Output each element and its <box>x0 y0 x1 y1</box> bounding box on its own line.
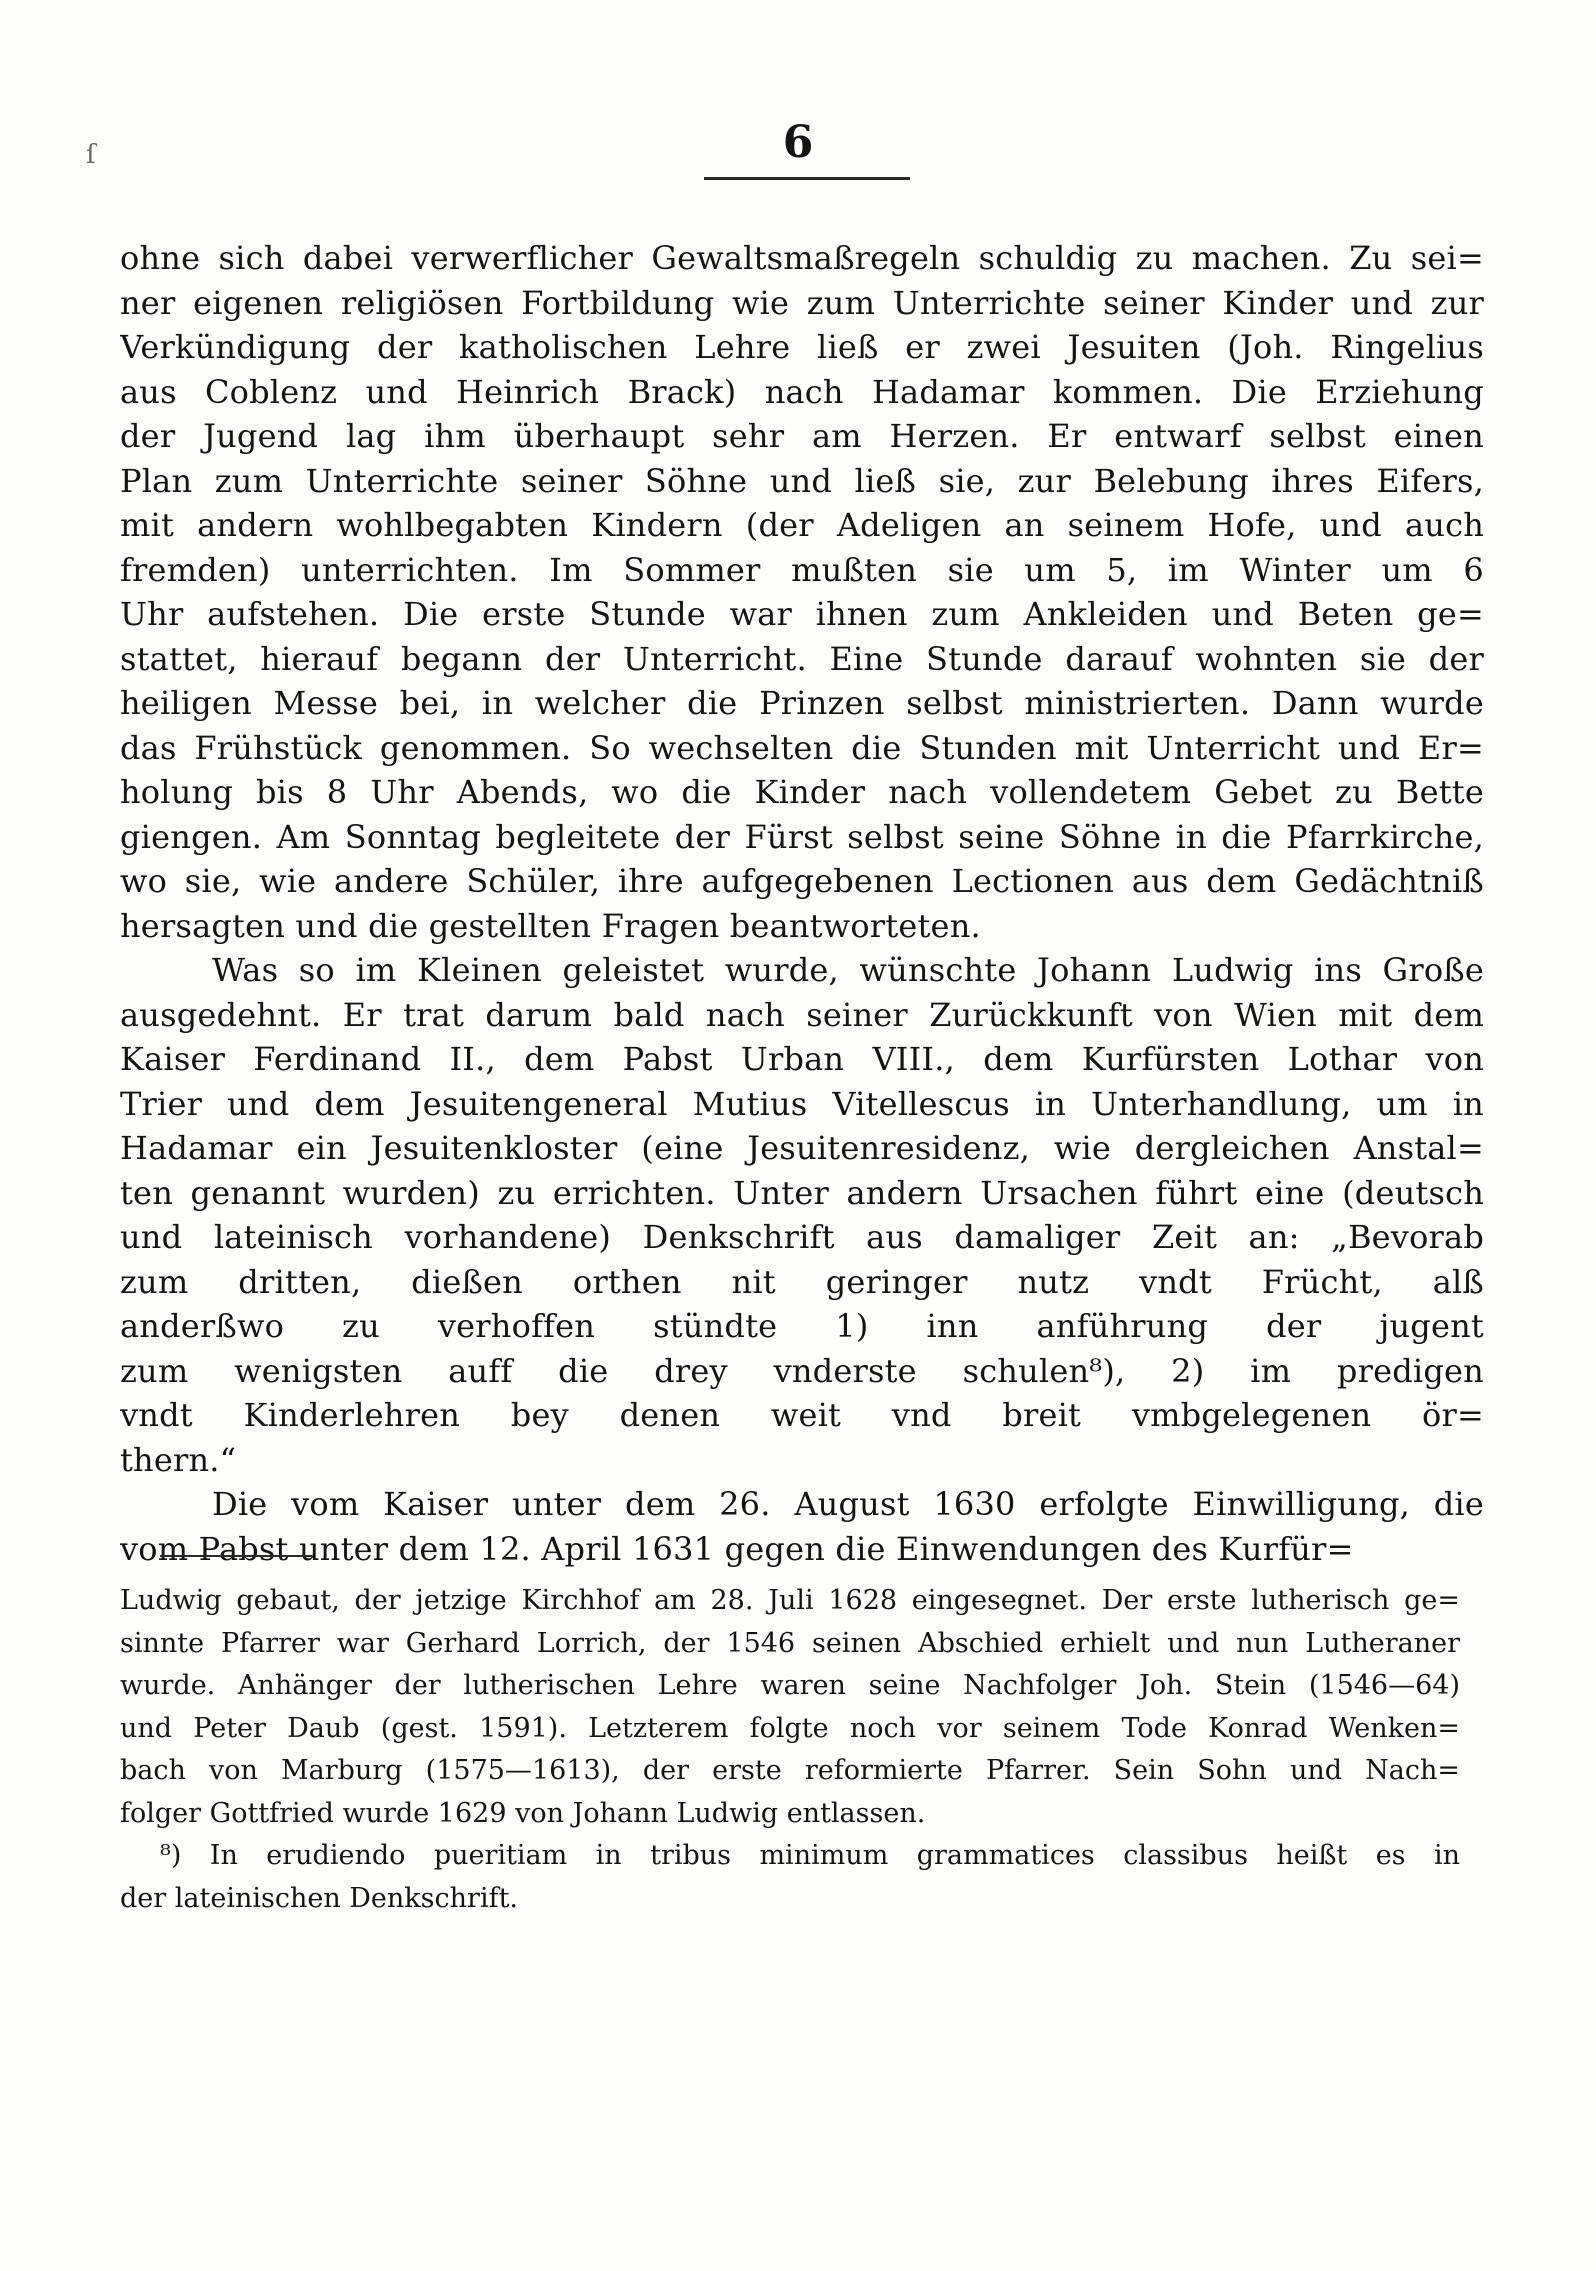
text-line: vom Pabst unter dem 12. April 1631 gegen die Einwendungen des Kurfür= <box>120 1529 1354 1568</box>
text-line: ner eigenen religiösen Fortbildung wie zum Unterrichte seiner Kinder und zur <box>120 283 1484 322</box>
text-line: anderßwo zu verhoffen stündte 1) inn anführung der jugent <box>120 1307 1484 1345</box>
text-line: giengen. Am Sonntag begleitete der Fürst selbst seine Söhne in die Pfarrkirche, <box>120 817 1484 856</box>
footnote-line: folger Gottfried wurde 1629 von Johann Ludwig entlassen. <box>120 1797 926 1829</box>
text-line: hersagten und die gestellten Fragen beantworteten. <box>120 906 981 945</box>
footnotes <box>120 1580 1460 1920</box>
text-line: Die vom Kaiser unter dem 26. August 1630 erfolgte Einwilligung, die <box>212 1485 1484 1523</box>
text-line: das Frühstück genommen. So wechselten die Stunden mit Unterricht und Er= <box>120 728 1484 767</box>
footnote-line: ⁸) In erudiendo pueritiam in tribus minimum grammatices classibus heißt es in <box>160 1840 1460 1871</box>
text-line: Verkündigung der katholischen Lehre ließ er zwei Jesuiten (Joh. Ringelius <box>120 328 1484 366</box>
text-line: holung bis 8 Uhr Abends, wo die Kinder nach vollendetem Gebet zu Bette <box>120 773 1484 811</box>
text-line: heiligen Messe bei, in welcher die Prinzen selbst ministrierten. Dann wurde <box>120 684 1484 722</box>
text-line: Uhr aufstehen. Die erste Stunde war ihnen zum Ankleiden und Beten ge= <box>120 595 1484 633</box>
main-text <box>120 236 1484 1571</box>
text-line: stattet, hierauf begann der Unterricht. Eine Stunde darauf wohnten sie der <box>120 639 1484 678</box>
text-line: Plan zum Unterrichte seiner Söhne und ließ sie, zur Belebung ihres Eifers, <box>120 461 1484 500</box>
header-rule <box>704 177 910 180</box>
text-line: wo sie, wie andere Schüler, ihre aufgegebenen Lectionen aus dem Gedächtniß <box>120 862 1484 900</box>
margin-mark: ſ <box>86 140 96 170</box>
footnote-line: Ludwig gebaut, der jetzige Kirchhof am 28. Juli 1628 eingesegnet. Der erste lutherisch ge= <box>120 1585 1460 1616</box>
footnote-line: wurde. Anhänger der lutherischen Lehre waren seine Nachfolger Joh. Stein (1546—64) <box>120 1670 1460 1701</box>
text-line: ten genannt wurden) zu errichten. Unter andern Ursachen führt eine (deutsch <box>120 1173 1484 1212</box>
text-line: Kaiser Ferdinand II., dem Pabst Urban VIII., dem Kurfürsten Lothar von <box>120 1040 1484 1078</box>
footnote-line: bach von Marburg (1575—1613), der erste reformierte Pfarrer. Sein Sohn und Nach= <box>120 1755 1460 1786</box>
footnote-rule <box>160 1555 312 1557</box>
text-line: Was so im Kleinen geleistet wurde, wünschte Johann Ludwig ins Große <box>212 951 1484 989</box>
text-line: ohne sich dabei verwerflicher Gewaltsmaßregeln schuldig zu machen. Zu sei= <box>120 239 1484 277</box>
footnote-line: sinnte Pfarrer war Gerhard Lorrich, der 1546 seinen Abschied erhielt und nun Lutheraner <box>120 1627 1460 1659</box>
footnote-line: der lateinischen Denkschrift. <box>120 1882 518 1914</box>
text-line: Hadamar ein Jesuitenkloster (eine Jesuitenresidenz, wie dergleichen Anstal= <box>120 1129 1484 1167</box>
text-line: der Jugend lag ihm überhaupt sehr am Herzen. Er entwarf selbst einen <box>120 417 1484 455</box>
footnote-line: und Peter Daub (gest. 1591). Letzterem folgte noch vor seinem Tode Konrad Wenken= <box>120 1712 1460 1744</box>
text-line: ausgedehnt. Er trat darum bald nach seiner Zurückkunft von Wien mit dem <box>120 995 1484 1034</box>
text-line: fremden) unterrichten. Im Sommer mußten sie um 5, im Winter um 6 <box>120 550 1484 589</box>
text-line: zum dritten, dießen orthen nit geringer nutz vndt Frücht, alß <box>120 1262 1484 1301</box>
page-number: 6 <box>782 117 814 168</box>
text-line: aus Coblenz und Heinrich Brack) nach Hadamar kommen. Die Erziehung <box>120 372 1484 411</box>
text-line: mit andern wohlbegabten Kindern (der Adeligen an seinem Hofe, und auch <box>120 506 1484 544</box>
text-line: thern.“ <box>120 1440 237 1479</box>
text-line: vndt Kinderlehren bey denen weit vnd breit vmbgelegenen ör= <box>120 1396 1484 1434</box>
text-line: Trier und dem Jesuitengeneral Mutius Vitellescus in Unterhandlung, um in <box>120 1084 1484 1123</box>
text-line: zum wenigsten auff die drey vnderste schulen⁸), 2) im predigen <box>120 1351 1484 1390</box>
text-line: und lateinisch vorhandene) Denkschrift aus damaliger Zeit an: „Bevorab <box>120 1218 1484 1256</box>
